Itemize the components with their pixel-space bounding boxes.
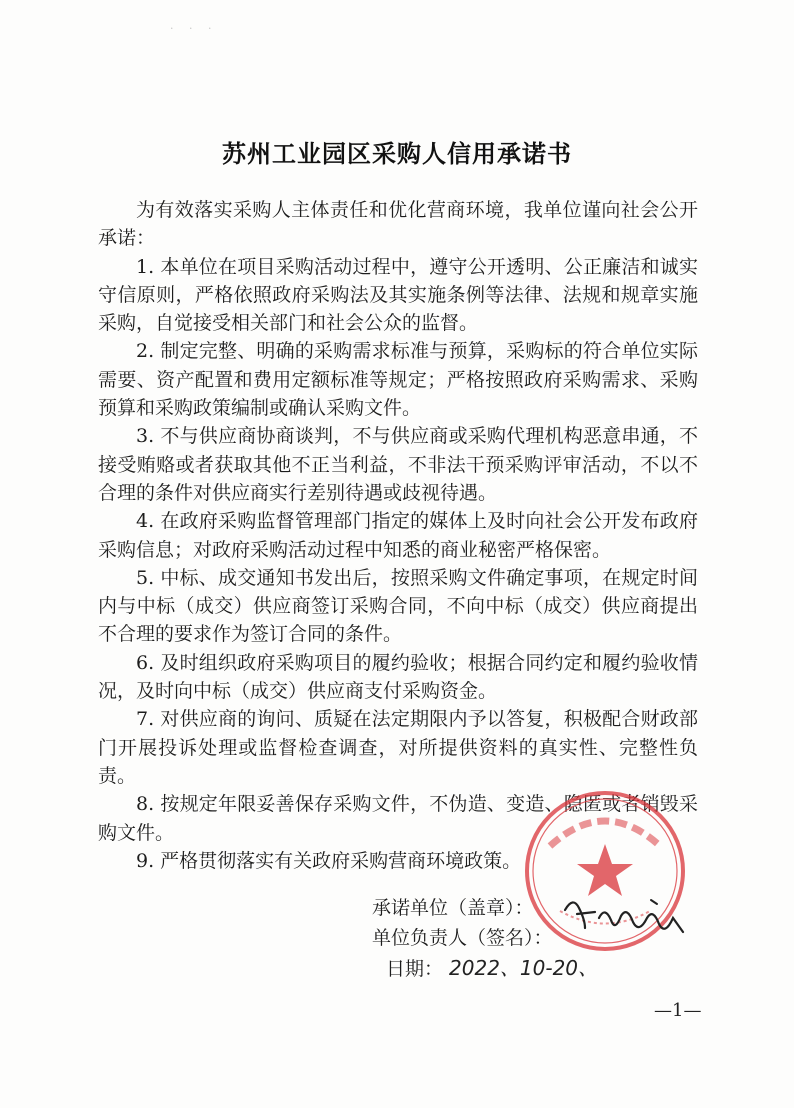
scan-artifact-marks: · · · [170, 22, 218, 35]
intro-paragraph: 为有效落实采购人主体责任和优化营商环境，我单位谨向社会公开承诺： [98, 199, 698, 250]
commitment-item-9: 9. 严格贯彻落实有关政府采购营商环境政策。 [136, 849, 522, 872]
date-value: 2022、10-20、 [449, 956, 599, 980]
page-number: —1— [654, 1000, 702, 1021]
commitment-item-3: 3. 不与供应商协商谈判，不与供应商或采购代理机构恶意串通，不接受贿赂或者获取其他不正当利益，不非法干预采购评审活动，不以不合理的条件对供应商实行差别待遇或歧视待遇。 [98, 425, 698, 504]
document-body [98, 196, 698, 875]
commitment-item-7: 7. 对供应商的询问、质疑在法定期限内予以答复，积极配合财政部门开展投诉处理或监督检查调查，对所提供资料的真实性、完整性负责。 [98, 708, 698, 787]
commitment-item-8: 8. 按规定年限妥善保存采购文件，不伪造、变造、隐匿或者销毁采购文件。 [98, 793, 698, 844]
unit-label: 承诺单位（盖章）： [372, 897, 534, 919]
commitment-item-1: 1. 本单位在项目采购活动过程中，遵守公开透明、公正廉洁和诚实守信原则，严格依照政府采购法及其实施条例等法律、法规和规章实施采购，自觉接受相关部门和社会公众的监督。 [98, 255, 698, 335]
commitment-item-6: 6. 及时组织政府采购项目的履约验收；根据合同约定和履约验收情况，及时向中标（成交）供应商支付采购资金。 [98, 651, 698, 703]
commitment-item-2: 2. 制定完整、明确的采购需求标准与预算，采购标的符合单位实际需要、资产配置和费用定额标准等规定；严格按照政府采购需求、采购预算和采购政策编制或确认采购文件。 [98, 340, 698, 420]
page-title: 苏州工业园区采购人信用承诺书 [222, 140, 572, 168]
handwritten-signature-icon [555, 888, 695, 948]
commitment-item-4: 4. 在政府采购监督管理部门指定的媒体上及时向社会公开发布政府采购信息；对政府采购活动过程中知悉的商业秘密严格保密。 [98, 510, 698, 561]
person-label: 单位负责人（签名）： [372, 927, 553, 949]
commitment-item-5: 5. 中标、成交通知书发出后，按照采购文件确定事项，在规定时间内与中标（成交）供应商签订采购合同，不向中标（成交）供应商提出不合理的要求作为签订合同的条件。 [98, 566, 698, 646]
date-line [372, 953, 598, 984]
date-label: 日期： [386, 958, 444, 980]
